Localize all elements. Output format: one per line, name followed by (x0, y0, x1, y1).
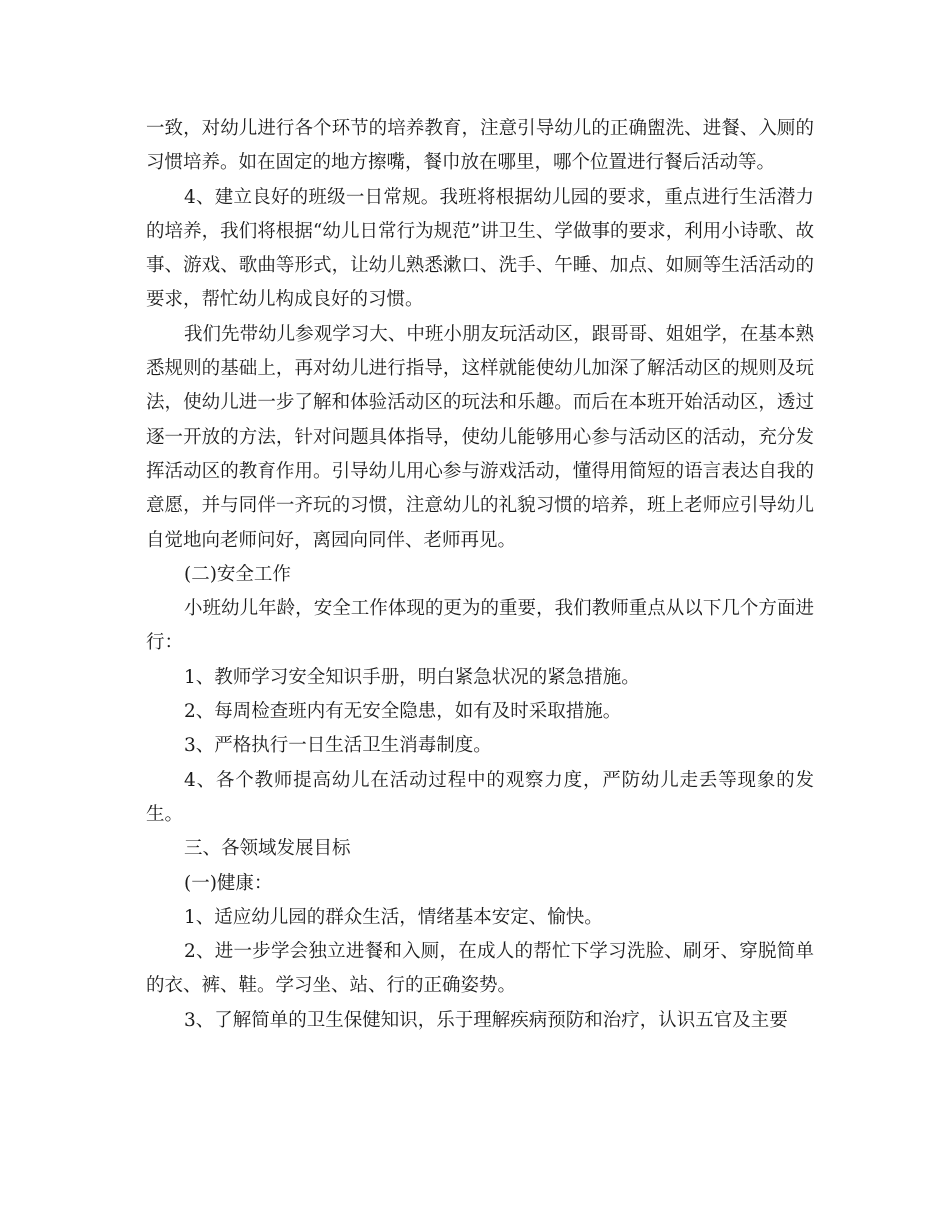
paragraph: 4、建立良好的班级一日常规。我班将根据幼儿园的要求，重点进行生活潜力的培养，我们将根据“幼儿日常行为规范”讲卫生、学做事的要求，利用小诗歌、故事、游戏、歌曲等形式，让幼儿熟悉漱口、洗手、午睡、加点、如厕等生活活动的要求，帮忙幼儿构成良好的习惯。 (146, 186, 814, 311)
list-item: 1、教师学习安全知识手册，明白紧急状况的紧急措施。 (184, 666, 640, 688)
list-item: 2、每周检查班内有无安全隐患，如有及时采取措施。 (184, 701, 622, 723)
list-item: 1、适应幼儿园的群众生活，情绪基本安定、愉快。 (184, 906, 603, 928)
list-item: 4、各个教师提高幼儿在活动过程中的观察力度，严防幼儿走丢等现象的发生。 (146, 769, 814, 825)
list-item: 2、进一步学会独立进餐和入厕，在成人的帮忙下学习洗脸、刷牙、穿脱简单的衣、裤、鞋。学习坐、站、行的正确姿势。 (146, 941, 814, 997)
paragraph: 我们先带幼儿参观学习大、中班小朋友玩活动区，跟哥哥、姐姐学，在基本熟悉规则的基础上，再对幼儿进行指导，这样就能使幼儿加深了解活动区的规则及玩法，使幼儿进一步了解和体验活动区的玩法和乐趣。而后在本班开始活动区，透过逐一开放的方法，针对问题具体指导，使幼儿能够用心参与活动区的活动，充分发挥活动区的教育作用。引导幼儿用心参与游戏活动，懂得用简短的语言表达自我的意愿，并与同伴一齐玩的习惯，注意幼儿的礼貌习惯的培养，班上老师应引导幼儿自觉地向老师问好，离园向同伴、老师再见。 (146, 323, 814, 551)
paragraph: 小班幼儿年龄，安全工作体现的更为的重要，我们教师重点从以下几个方面进行： (146, 598, 814, 654)
document-body (146, 112, 814, 1038)
paragraph: 一致，对幼儿进行各个环节的培养教育，注意引导幼儿的正确盥洗、进餐、入厕的习惯培养。如在固定的地方擦嘴，餐巾放在哪里，哪个位置进行餐后活动等。 (146, 118, 814, 174)
list-item: 3、了解简单的卫生保健知识，乐于理解疾病预防和治疗，认识五官及主要 (184, 1009, 788, 1031)
list-item: 3、严格执行一日生活卫生消毒制度。 (184, 735, 492, 757)
subsection-heading: (一)健康： (184, 872, 273, 894)
section-heading: 三、各领域发展目标 (184, 838, 351, 860)
section-heading: (二)安全工作 (184, 563, 291, 585)
